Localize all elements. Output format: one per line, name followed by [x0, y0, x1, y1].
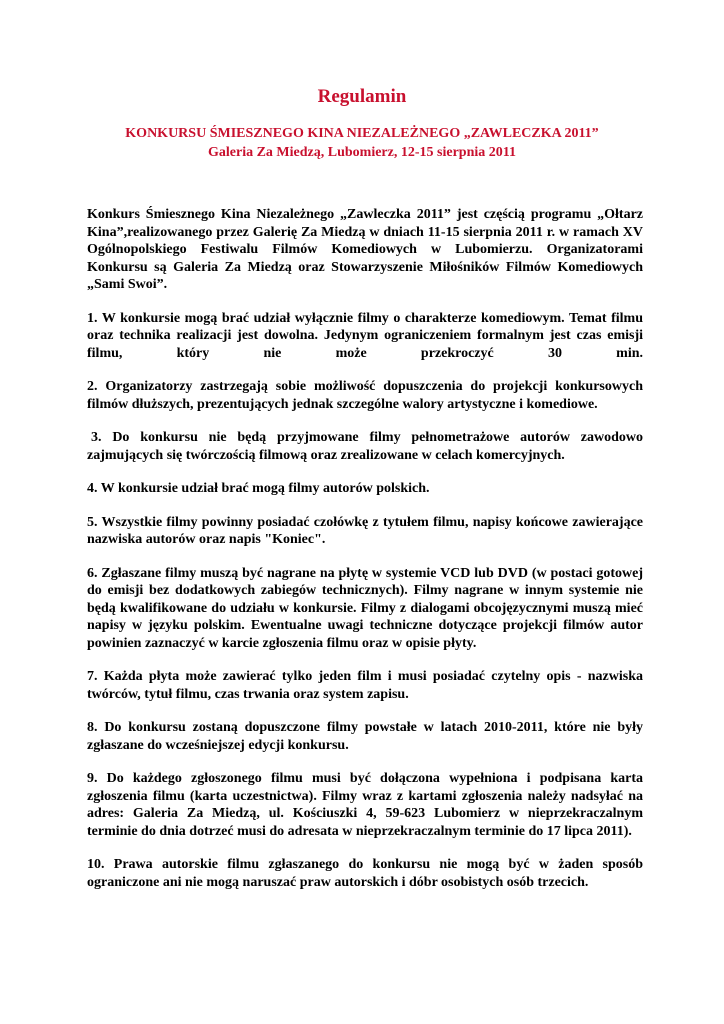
- document-subtitle: [0, 124, 724, 162]
- subtitle-contest-name: KONKURSU ŚMIESZNEGO KINA NIEZALEŻNEGO „ZAWLECZKA 2011”: [125, 126, 599, 141]
- rule-paragraph-4: 4. W konkursie udział brać mogą filmy autorów polskich.: [87, 481, 430, 496]
- rule-paragraph-6: 6. Zgłaszane filmy muszą być nagrane na płytę w systemie VCD lub DVD (w postaci gotowej do emisji bez dodatkowych zabiegów technicznych). Filmy nagrane w innym systemie nie będą kwalifikowane do udziału w konkursie. Filmy z dialogami obcojęzycznymi muszą mieć napisy w języku polskim. Ewentualne uwagi techniczne dotyczące projekcji filmów autor powinien zaznaczyć w karcie zgłoszenia filmu oraz w opisie płyty.: [87, 565, 643, 651]
- rule-paragraph-10: 10. Prawa autorskie filmu zgłaszanego do konkursu nie mogą być w żaden sposób ograniczone ani nie mogą naruszać praw autorskich i dóbr osobistych osób trzecich.: [87, 857, 643, 890]
- subtitle-venue-dates: Galeria Za Miedzą, Lubomierz, 12-15 sierpnia 2011: [208, 145, 516, 160]
- rule-paragraph-2: 2. Organizatorzy zastrzegają sobie możliwość dopuszczenia do projekcji konkursowych filmów dłuższych, prezentujących jednak szczególne walory artystyczne i komediowe.: [87, 379, 643, 412]
- rule-paragraph-3: 3. Do konkursu nie będą przyjmowane filmy pełnometrażowe autorów zawodowo zajmujących się twórczością filmową oraz zrealizowane w celach komercyjnych.: [87, 430, 643, 463]
- rule-paragraph-7: 7. Każda płyta może zawierać tylko jeden film i musi posiadać czytelny opis - nazwiska twórców, tytuł filmu, czas trwania oraz system zapisu.: [87, 669, 643, 702]
- rule-paragraph-9: 9. Do każdego zgłoszonego filmu musi być dołączona wypełniona i podpisana karta zgłoszenia filmu (karta uczestnictwa). Filmy wraz z kartami zgłoszenia należy nadsyłać na adres: Galeria Za Miedzą, ul. Kościuszki 4, 59-623 Lubomierz w nieprzekraczalnym terminie do dnia dotrzeć musi do adresata w nieprzekraczalnym terminie do 17 lipca 2011).: [87, 771, 643, 839]
- rule-paragraph-5: 5. Wszystkie filmy powinny posiadać czołówkę z tytułem filmu, napisy końcowe zawierające nazwiska autorów oraz napis "Koniec".: [87, 514, 643, 547]
- document-body: [87, 206, 643, 907]
- intro-paragraph: Konkurs Śmiesznego Kina Niezależnego „Zawleczka 2011” jest częścią programu „Ołtarz Kina”,realizowanego przez Galerię Za Miedzą w dniach 11-15 sierpnia 2011 r. w ramach XV Ogólnopolskiego Festiwalu Filmów Komediowych w Lubomierzu. Organizatorami Konkursu są Galeria Za Miedzą oraz Stowarzyszenie Miłośników Filmów Komediowych „Sami Swoi”.: [87, 207, 643, 292]
- rule-paragraph-1: 1. W konkursie mogą brać udział wyłącznie filmy o charakterze komediowym. Temat filmu oraz technika realizacji jest dowolna. Jedynym ograniczeniem formalnym jest czas emisji filmu, który nie może przekroczyć 30 min.: [87, 310, 643, 361]
- rule-paragraph-8: 8. Do konkursu zostaną dopuszczone filmy powstałe w latach 2010-2011, które nie były zgłaszane do wcześniejszej edycji konkursu.: [87, 720, 643, 753]
- document-title: Regulamin: [317, 86, 407, 107]
